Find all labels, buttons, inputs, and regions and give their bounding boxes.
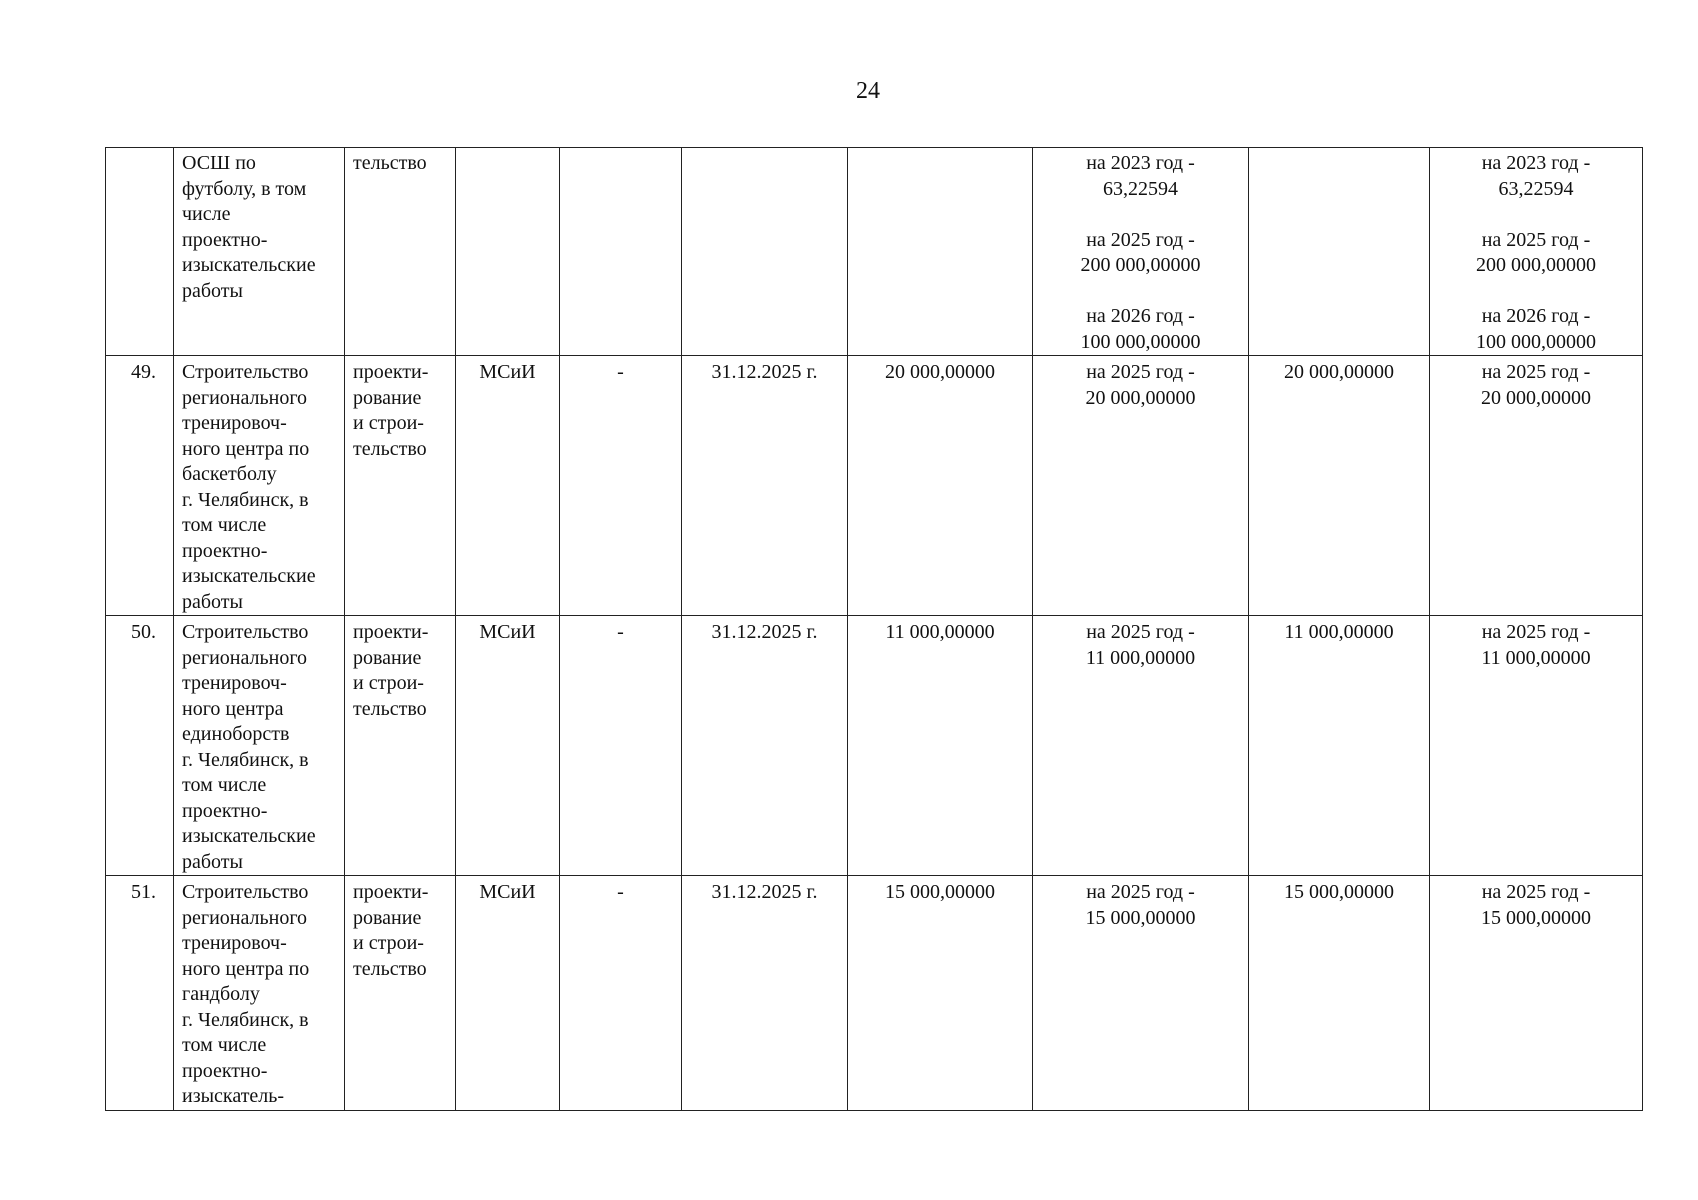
funding-by-year-cell: на 2025 год - 15 000,00000	[1033, 876, 1249, 1111]
page-number: 24	[856, 78, 880, 104]
row-number-cell: 49.	[106, 356, 174, 616]
customer-cell: МСиИ	[456, 356, 560, 616]
work-type-cell: проекти- рование и строи- тельство	[345, 616, 456, 876]
remaining-cost-cell	[1249, 148, 1430, 356]
customer-cell: МСиИ	[456, 616, 560, 876]
object-name-cell: ОСШ по футболу, в том числе проектно- изыскательские работы	[174, 148, 345, 356]
end-date-cell	[682, 148, 848, 356]
work-type-cell: проекти- рование и строи- тельство	[345, 356, 456, 616]
row-number-cell: 51.	[106, 876, 174, 1111]
end-date-cell: 31.12.2025 г.	[682, 876, 848, 1111]
start-date-cell: -	[560, 356, 682, 616]
remaining-cost-cell: 20 000,00000	[1249, 356, 1430, 616]
row-number-cell: 50.	[106, 616, 174, 876]
remaining-cost-cell: 11 000,00000	[1249, 616, 1430, 876]
work-type-cell: тельство	[345, 148, 456, 356]
estimated-cost-cell	[848, 148, 1033, 356]
funding-total-by-year-cell: на 2025 год - 11 000,00000	[1430, 616, 1643, 876]
end-date-cell: 31.12.2025 г.	[682, 356, 848, 616]
work-type-cell: проекти- рование и строи- тельство	[345, 876, 456, 1111]
start-date-cell: -	[560, 616, 682, 876]
funding-total-by-year-cell: на 2025 год - 20 000,00000	[1430, 356, 1643, 616]
customer-cell	[456, 148, 560, 356]
estimated-cost-cell: 20 000,00000	[848, 356, 1033, 616]
funding-total-by-year-cell: на 2025 год - 15 000,00000	[1430, 876, 1643, 1111]
table-row	[106, 616, 1643, 876]
object-name-cell: Строительство регионального тренировоч- ного центра единоборств г. Челябинск, в том числе проектно- изыскательские работы	[174, 616, 345, 876]
table-row	[106, 148, 1643, 356]
estimated-cost-cell: 15 000,00000	[848, 876, 1033, 1111]
customer-cell: МСиИ	[456, 876, 560, 1111]
row-number-cell	[106, 148, 174, 356]
end-date-cell: 31.12.2025 г.	[682, 616, 848, 876]
funding-by-year-cell: на 2023 год - 63,22594 на 2025 год - 200 000,00000 на 2026 год - 100 000,00000	[1033, 148, 1249, 356]
objects-table	[105, 147, 1643, 1111]
object-name-cell: Строительство регионального тренировоч- ного центра по баскетболу г. Челябинск, в том числе проектно- изыскательские работы	[174, 356, 345, 616]
table-row	[106, 356, 1643, 616]
funding-total-by-year-cell: на 2023 год - 63,22594 на 2025 год - 200 000,00000 на 2026 год - 100 000,00000	[1430, 148, 1643, 356]
table-row	[106, 876, 1643, 1111]
funding-by-year-cell: на 2025 год - 11 000,00000	[1033, 616, 1249, 876]
start-date-cell	[560, 148, 682, 356]
estimated-cost-cell: 11 000,00000	[848, 616, 1033, 876]
funding-by-year-cell: на 2025 год - 20 000,00000	[1033, 356, 1249, 616]
start-date-cell: -	[560, 876, 682, 1111]
object-name-cell: Строительство регионального тренировоч- ного центра по гандболу г. Челябинск, в том числе проектно- изыскатель-	[174, 876, 345, 1111]
remaining-cost-cell: 15 000,00000	[1249, 876, 1430, 1111]
